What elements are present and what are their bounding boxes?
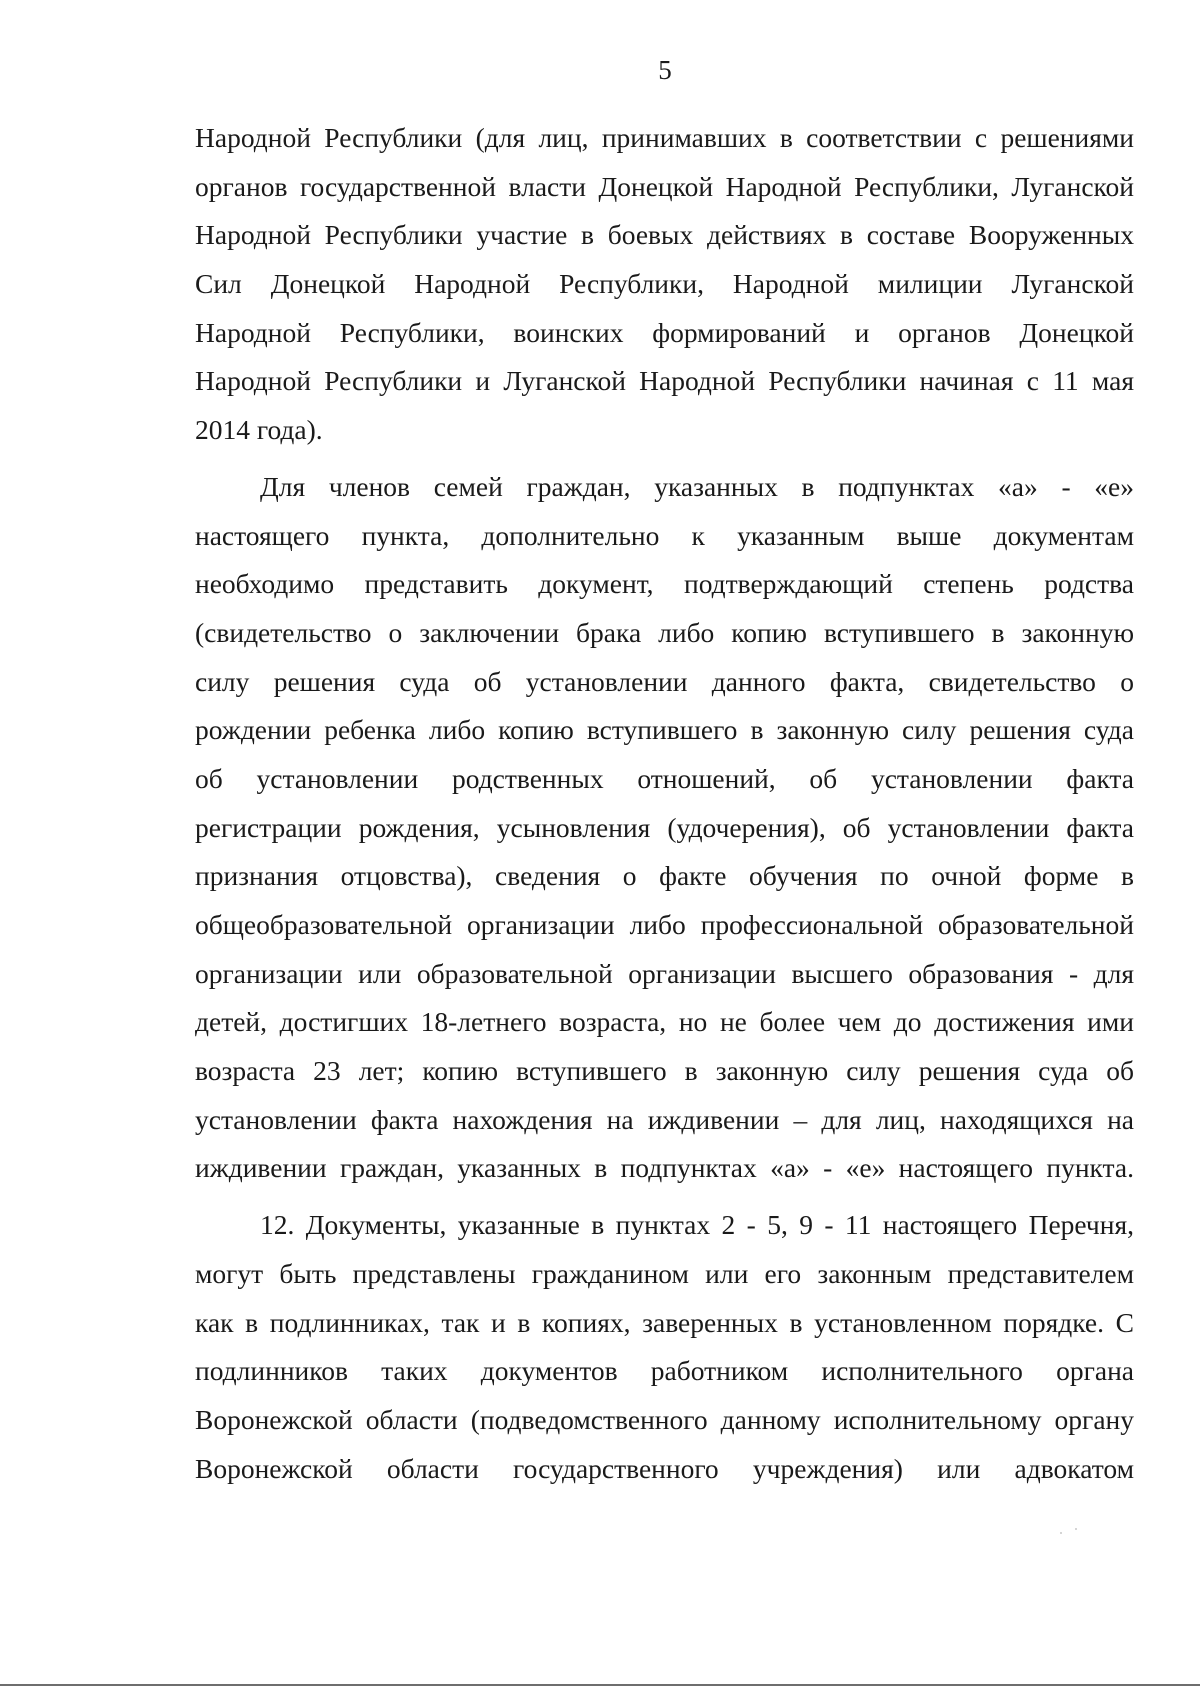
text-line: силу решения суда об установлении данного факта, свидетельство о — [195, 665, 1134, 697]
text-line: Воронежской области государственного учреждения) или адвокатом — [195, 1452, 1134, 1484]
text-line: 12. Документы, указанные в пунктах 2 - 5, 9 - 11 настоящего Перечня, — [260, 1209, 1134, 1241]
text-line: признания отцовства), сведения о факте обучения по очной форме в — [195, 860, 1134, 892]
text-line: Народной Республики участие в боевых действиях в составе Вооруженных — [195, 219, 1134, 251]
text-line: рождении ребенка либо копию вступившего в законную силу решения суда — [195, 714, 1134, 746]
paragraph-item-12 — [195, 1201, 1134, 1493]
text-line: Народной Республики (для лиц, принимавших в соответствии с решениями — [195, 122, 1134, 153]
text-line: Сил Донецкой Народной Республики, Народной милиции Луганской — [195, 268, 1134, 300]
text-line: необходимо представить документ, подтверждающий степень родства — [195, 568, 1134, 600]
text-line: установлении факта нахождения на иждивении – для лиц, находящихся на — [195, 1103, 1134, 1135]
text-line: подлинников таких документов работником исполнительного органа — [195, 1355, 1134, 1387]
page-bottom-edge — [0, 1684, 1200, 1686]
text-line: могут быть представлены гражданином или его законным представителем — [195, 1257, 1134, 1289]
text-line: детей, достигших 18-летнего возраста, но не более чем до достижения ими — [195, 1006, 1134, 1038]
document-body — [195, 114, 1134, 1493]
text-line: Воронежской области (подведомственного данному исполнительному органу — [195, 1403, 1134, 1435]
text-line: Народной Республики, воинских формирований и органов Донецкой — [195, 316, 1134, 348]
text-line: возраста 23 лет; копию вступившего в законную силу решения суда об — [195, 1055, 1134, 1087]
text-line: 2014 года). — [195, 414, 323, 446]
text-line: как в подлинниках, так и в копиях, заверенных в установленном порядке. С — [195, 1306, 1134, 1338]
text-line: об установлении родственных отношений, об установлении факта — [195, 762, 1134, 794]
paragraph-family-members — [195, 463, 1134, 1193]
paragraph-gap — [195, 1193, 1134, 1201]
text-line: иждивении граждан, указанных в подпунктах «а» - «е» настоящего пункта. — [195, 1152, 1134, 1184]
page-number: 5 — [658, 55, 672, 85]
text-line: Для членов семей граждан, указанных в подпунктах «а» - «е» — [260, 470, 1134, 502]
text-line: органов государственной власти Донецкой Народной Республики, Луганской — [195, 170, 1134, 202]
paragraph-gap — [195, 455, 1134, 463]
text-line: организации или образовательной организации высшего образования - для — [195, 957, 1134, 989]
text-line: Народной Республики и Луганской Народной Республики начиная с 11 мая — [195, 365, 1134, 397]
paragraph-continuation — [195, 114, 1134, 455]
scan-speck — [1075, 1528, 1077, 1530]
text-line: (свидетельство о заключении брака либо копию вступившего в законную — [195, 616, 1134, 648]
text-line: общеобразовательной организации либо профессиональной образовательной — [195, 909, 1134, 940]
scan-speck — [1060, 1532, 1062, 1534]
text-line: настоящего пункта, дополнительно к указанным выше документам — [195, 519, 1134, 551]
text-line: регистрации рождения, усыновления (удочерения), об установлении факта — [195, 811, 1134, 843]
